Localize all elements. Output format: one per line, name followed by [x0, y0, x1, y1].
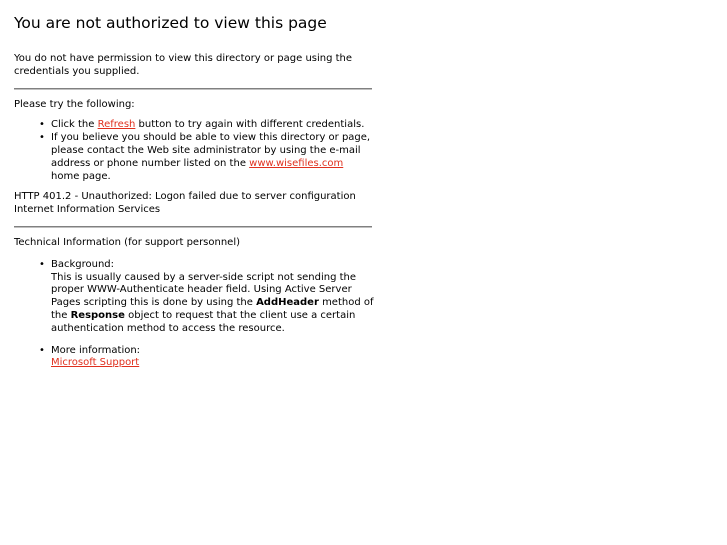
suggestion-contact-admin [39, 132, 374, 183]
divider-bottom [14, 226, 372, 228]
page-title: You are not authorized to view this page [14, 14, 327, 32]
more-info-label: More information: [51, 344, 141, 356]
homepage-link[interactable]: www.wisefiles.com [249, 157, 344, 169]
response-keyword: Response [70, 309, 125, 321]
microsoft-support-link[interactable]: Microsoft Support [51, 357, 140, 369]
background-label: Background: [51, 258, 115, 270]
tech-info-list [14, 259, 374, 370]
background-item [39, 258, 374, 336]
more-info-item [39, 344, 374, 371]
addheader-keyword: AddHeader [256, 297, 319, 309]
intro-text: You do not have permission to view this directory or page using the credentials you supplied. [14, 53, 353, 77]
tech-heading: Technical Information (for support personnel) [14, 236, 241, 248]
suggestion-text-after: button to try again with different credentials. [135, 119, 365, 131]
status-code-line: HTTP 401.2 - Unauthorized: Logon failed due to server configuration [14, 191, 356, 203]
refresh-link[interactable]: Refresh [97, 119, 136, 131]
background-text-part: This is usually caused by a server-side script not sending the proper WWW-Authenticate header field. Using Active Server Pages scripting this is done by using the [51, 271, 357, 309]
bullet-icon: • [39, 132, 45, 144]
bullet-icon: • [39, 119, 45, 131]
background-text [51, 272, 374, 336]
bullet-icon: • [39, 344, 45, 356]
divider-top [14, 88, 372, 90]
background-text-part: object to request that the client use a certain authentication method to access the resource. [51, 309, 356, 334]
suggestion-text-before: Click the [51, 119, 98, 131]
bullet-icon: • [39, 258, 45, 270]
error-content [14, 13, 374, 370]
suggestion-text-after: home page. [51, 170, 111, 182]
try-heading: Please try the following: [14, 98, 135, 110]
server-name-line: Internet Information Services [14, 204, 161, 216]
suggestion-refresh [39, 119, 374, 132]
suggestion-text-before: If you believe you should be able to view this directory or page, please contact the Web site administrator by using the e-mail address or phone number listed on the [51, 132, 371, 169]
suggestion-list [14, 119, 374, 183]
background-text-part: method of the [51, 297, 374, 321]
